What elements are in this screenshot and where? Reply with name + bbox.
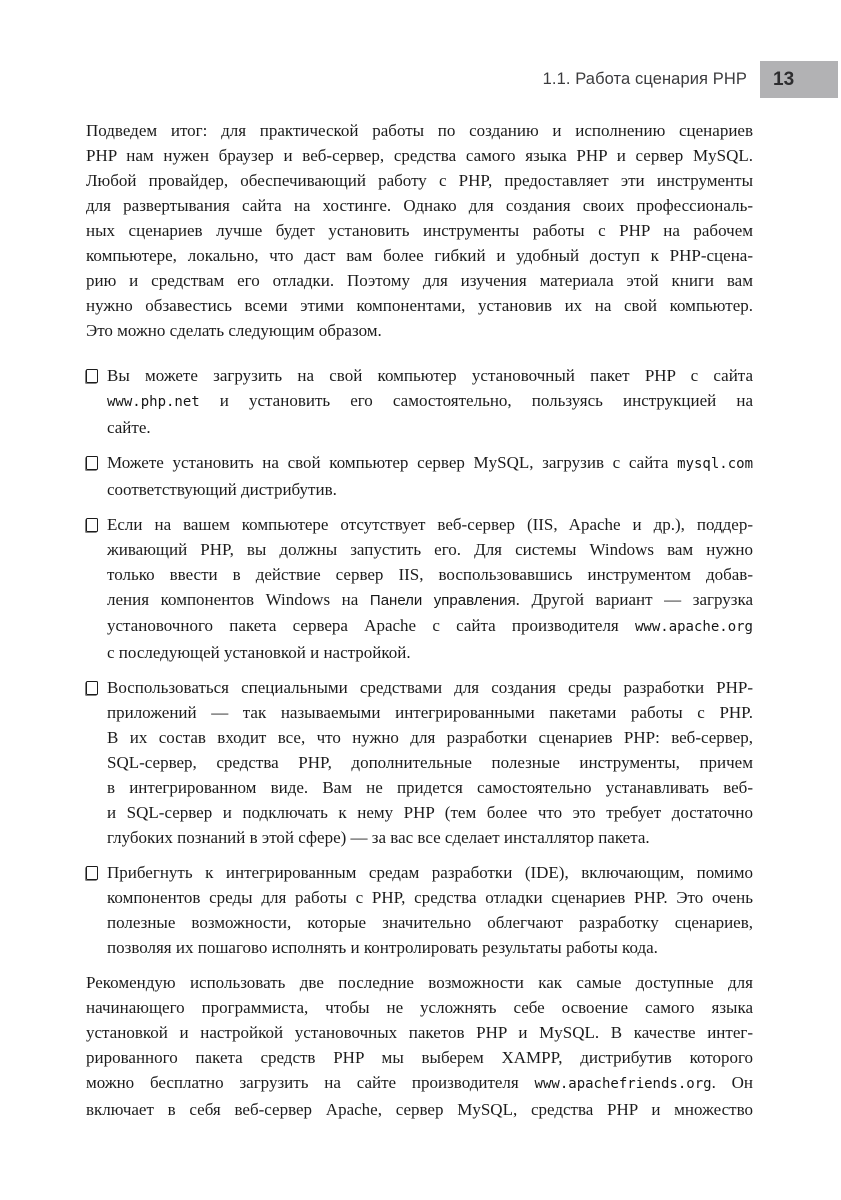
text-line: ных сценариев лучше будет установить инструменты работы с PHP на рабочем [86, 221, 753, 240]
bullet-square-icon [86, 512, 107, 665]
bullet-square-icon [86, 363, 107, 440]
paragraph [86, 970, 753, 1122]
list-item [86, 675, 753, 850]
text-lines [107, 512, 753, 665]
inline-url: www.apache.org [634, 619, 753, 635]
text-line: PHP нам нужен браузер и веб-сервер, средства самого языка PHP и сервер MySQL. [86, 146, 753, 165]
text-line: Любой провайдер, обеспечивающий работу с PHP, предоставляет эти инструменты [86, 171, 753, 190]
text-line: Вы можете загрузить на свой компьютер установочный пакет PHP с сайта [107, 366, 753, 385]
list-item [86, 512, 753, 665]
text-line: Рекомендую использовать две последние возможности как самые доступные для [86, 973, 753, 992]
inline-url: mysql.com [677, 456, 753, 472]
text-lines [107, 675, 753, 850]
text-line: нужно обзавестись всеми этими компонентами, установив их на свой компьютер. [86, 296, 753, 315]
inline-ui-term: Панели управления [369, 592, 516, 609]
text-line: Воспользоваться специальными средствами для создания среды разработки PHP- [107, 678, 753, 697]
inline-url: www.apachefriends.org [534, 1076, 712, 1092]
text-lines [107, 363, 753, 440]
text-line: с последующей установкой и настройкой. [107, 643, 411, 662]
text-line: компьютере, локально, что даст вам более гибкий и удобный доступ к PHP-сцена- [86, 246, 753, 265]
page-header [86, 61, 838, 98]
text-line: и SQL-сервер и подключать к нему PHP (тем более что это требует достаточно [107, 803, 753, 822]
text-line: живающий PHP, вы должны запустить его. Для системы Windows вам нужно [107, 540, 753, 559]
text-line: включает в себя веб-сервер Apache, сервер MySQL, средства PHP и множество [86, 1100, 753, 1119]
text-line: Прибегнуть к интегрированным средам разработки (IDE), включающим, помимо [107, 863, 753, 882]
text-line: рированного пакета средств PHP мы выберем XAMPP, дистрибутив которого [86, 1048, 753, 1067]
text-line: сайте. [107, 418, 151, 437]
list-item [86, 363, 753, 440]
text-line: начинающего программиста, чтобы не усложнять себе освоение самого языка [86, 998, 753, 1017]
text-line: можно бесплатно загрузить на сайте производителя www.apachefriends.org. Он [86, 1073, 753, 1092]
text-line: www.php.net и установить его самостоятельно, пользуясь инструкцией на [107, 391, 753, 410]
text-line: соответствующий дистрибутив. [107, 480, 337, 499]
text-line: рию и средствам его отладки. Поэтому для изучения материала этой книги вам [86, 271, 753, 290]
text-line: в интегрированном виде. Вам не придется самостоятельно устанавливать веб- [107, 778, 753, 797]
page-number-badge [760, 61, 838, 98]
bullet-square-icon [86, 860, 107, 960]
text-lines [86, 118, 753, 343]
inline-url: www.php.net [107, 394, 200, 410]
text-line: полезные возможности, которые значительно облегчают разработку сценариев, [107, 913, 753, 932]
text-line: В их состав входит все, что нужно для разработки сценариев PHP: веб-сервер, [107, 728, 753, 747]
bullet-square-icon [86, 450, 107, 502]
text-line: приложений — так называемыми интегрированными пакетами работы с PHP. [107, 703, 753, 722]
text-line: Это можно сделать следующим образом. [86, 321, 382, 340]
text-line: Подведем итог: для практической работы по созданию и исполнению сценариев [86, 121, 753, 140]
text-line: позволяя их пошагово исполнять и контролировать результаты работы кода. [107, 938, 658, 957]
text-line: ления компонентов Windows на Панели управления. Другой вариант — загрузка [107, 590, 753, 609]
text-line: Можете установить на свой компьютер сервер MySQL, загрузив с сайта mysql.com [107, 453, 753, 472]
text-line: для развертывания сайта на хостинге. Однако для создания своих профессиональ- [86, 196, 753, 215]
text-line: установочного пакета сервера Apache с сайта производителя www.apache.org [107, 616, 753, 635]
text-lines [107, 450, 753, 502]
text-line: SQL-сервер, средства PHP, дополнительные полезные инструменты, причем [107, 753, 753, 772]
text-line: только ввести в действие сервер IIS, воспользовавшись инструментом добав- [107, 565, 753, 584]
text-lines [86, 970, 753, 1122]
text-line: глубоких познаний в этой сфере) — за вас все сделает инсталлятор пакета. [107, 828, 650, 847]
text-line: компонентов среды для работы с PHP, средства отладки сценариев PHP. Это очень [107, 888, 753, 907]
running-head-title: 1.1. Работа сценария PHP [542, 70, 747, 88]
list-item [86, 860, 753, 960]
list-item [86, 450, 753, 502]
page-content [86, 118, 753, 1122]
text-lines [107, 860, 753, 960]
text-line: установкой и настройкой установочных пакетов PHP и MySQL. В качестве интег- [86, 1023, 753, 1042]
bullet-square-icon [86, 675, 107, 850]
text-line: Если на вашем компьютере отсутствует веб-сервер (IIS, Apache и др.), поддер- [107, 515, 753, 534]
paragraph [86, 118, 753, 343]
page-number: 13 [773, 68, 795, 90]
